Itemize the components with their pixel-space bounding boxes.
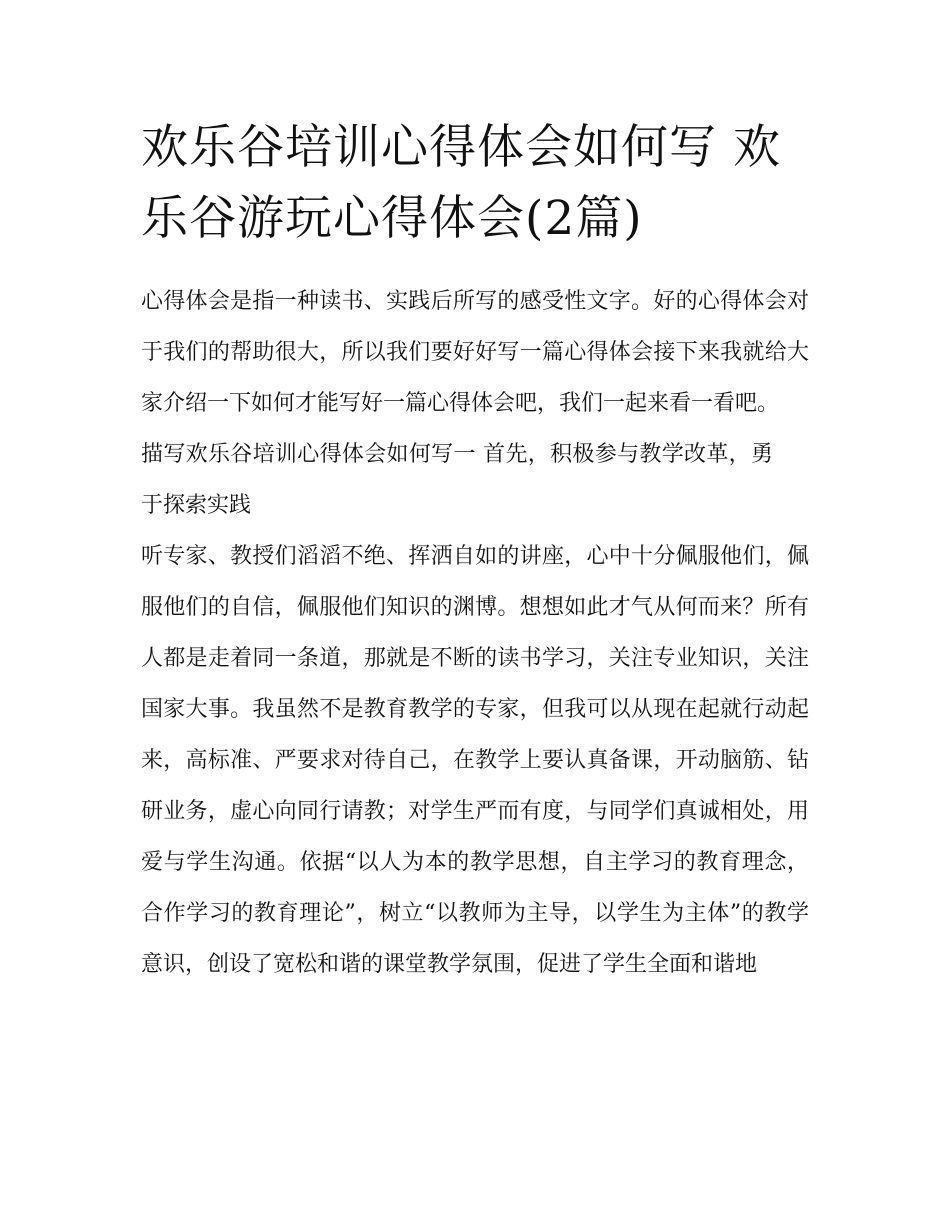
section-heading-paragraph: 描写欢乐谷培训心得体会如何写一 首先，积极参与教学改革，勇于探索实践 xyxy=(141,442,773,518)
body-paragraph: 听专家、教授们滔滔不绝、挥洒自如的讲座，心中十分佩服他们，佩服他们的自信，佩服他们知识的渊博。想想如此才气从何而来？所有人都是走着同一条道，那就是不断的读书学习，关注专业知识，关注国家大事。我虽然不是教育教学的专家，但我可以从现在起就行动起来，高标准、严要求对待自己，在教学上要认真备课，开动脑筋、钻研业务，虚心向同行请教；对学生严而有度，与同学们真诚相处，用爱与学生沟通。依据“以人为本的教学思想，自主学习的教育理念，合作学习的教育理论”，树立“以教师为主导，以学生为主体”的教学意识，创设了宽松和谐的课堂教学氛围，促进了学生全面和谐地 xyxy=(141,544,809,977)
document-title: 欢乐谷培训心得体会如何写 欢乐谷游玩心得体会(2篇) xyxy=(141,120,781,246)
document-page xyxy=(141,112,813,990)
intro-paragraph: 心得体会是指一种读书、实践后所写的感受性文字。好的心得体会对于我们的帮助很大，所以我们要好好写一篇心得体会接下来我就给大家介绍一下如何才能写好一篇心得体会吧，我们一起来看一看吧。 xyxy=(141,289,809,416)
